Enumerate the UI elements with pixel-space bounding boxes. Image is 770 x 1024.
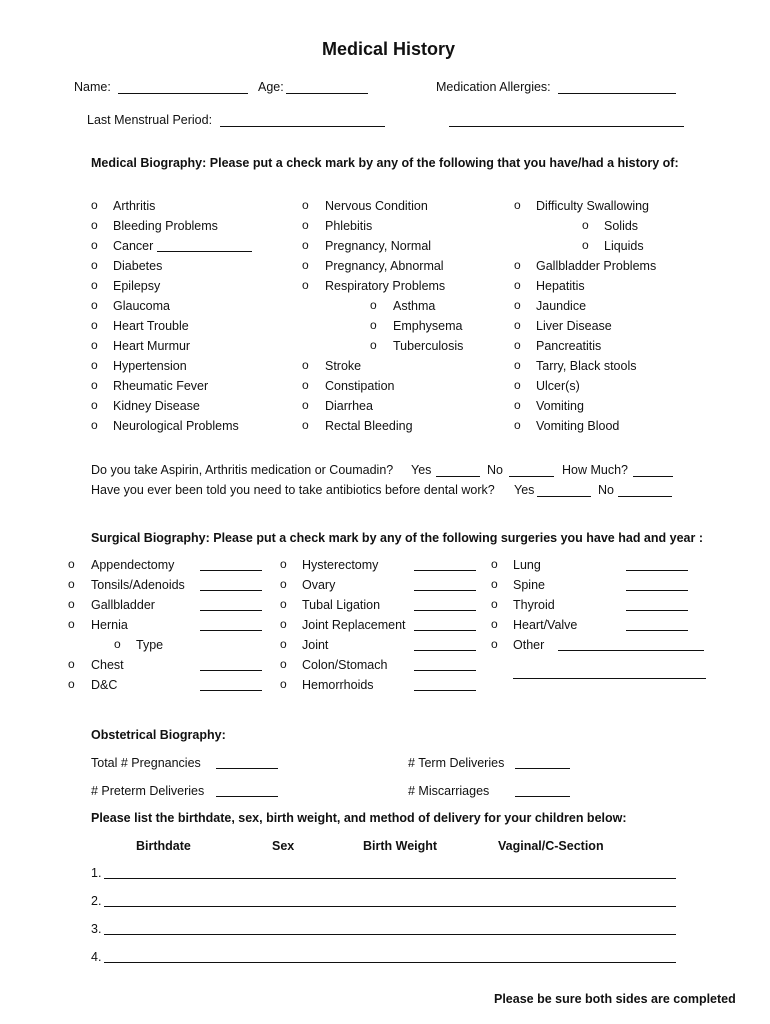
checkbox-label: Lung (513, 558, 541, 572)
checkbox-label: Appendectomy (91, 558, 175, 572)
checkbox-bullet[interactable]: o (582, 238, 589, 252)
child-row-field[interactable] (104, 906, 676, 907)
checkbox-bullet[interactable]: o (280, 617, 287, 631)
checkbox-bullet[interactable]: o (91, 338, 98, 352)
year-field-spine[interactable] (626, 590, 688, 591)
checkbox-bullet[interactable]: o (280, 557, 287, 571)
checkbox-bullet[interactable]: o (280, 637, 287, 651)
birthdate-column-header: Birthdate (136, 839, 191, 853)
checkbox-bullet[interactable]: o (302, 238, 309, 252)
checkbox-bullet[interactable]: o (514, 278, 521, 292)
checkbox-label: Pregnancy, Abnormal (325, 259, 444, 273)
checkbox-bullet[interactable]: o (514, 378, 521, 392)
checkbox-label: Hernia (91, 618, 128, 632)
checkbox-label: Cancer (113, 239, 154, 253)
checkbox-label: Other (513, 638, 545, 652)
year-field-appendectomy[interactable] (200, 570, 262, 571)
year-field-thyroid[interactable] (626, 610, 688, 611)
checkbox-bullet[interactable]: o (68, 577, 75, 591)
child-row-number: 2. (91, 894, 102, 908)
preterm-deliveries-field[interactable] (216, 796, 278, 797)
checkbox-label: Stroke (325, 359, 362, 373)
checkbox-bullet[interactable]: o (91, 298, 98, 312)
checkbox-label: Neurological Problems (113, 419, 239, 433)
year-field-hernia[interactable] (200, 630, 262, 631)
checkbox-label: Diarrhea (325, 399, 373, 413)
checkbox-bullet[interactable]: o (91, 198, 98, 212)
checkbox-bullet[interactable]: o (302, 218, 309, 232)
checkbox-bullet[interactable]: o (114, 637, 121, 651)
checkbox-bullet[interactable]: o (68, 677, 75, 691)
checkbox-label: Kidney Disease (113, 399, 200, 413)
preterm-deliveries-label: # Preterm Deliveries (91, 784, 205, 798)
checkbox-label: Difficulty Swallowing (536, 199, 650, 213)
allergies-field[interactable] (558, 93, 676, 94)
checkbox-bullet[interactable]: o (370, 298, 377, 312)
checkbox-bullet[interactable]: o (302, 198, 309, 212)
checkbox-label: Phlebitis (325, 219, 373, 233)
child-row-field[interactable] (104, 878, 676, 879)
checkbox-label: Tubal Ligation (302, 598, 381, 612)
sex-column-header: Sex (272, 839, 295, 853)
checkbox-label: Joint Replacement (302, 618, 406, 632)
year-field-hemorrhoids[interactable] (414, 690, 476, 691)
child-row-number: 4. (91, 950, 102, 964)
checkbox-label: Vomiting (536, 399, 584, 413)
allergies-label: Medication Allergies: (436, 80, 551, 94)
antibiotics-yes-field[interactable] (537, 496, 591, 497)
checkbox-label: Chest (91, 658, 124, 672)
checkbox-bullet[interactable]: o (370, 338, 377, 352)
checkbox-bullet[interactable]: o (280, 597, 287, 611)
checkbox-label: Epilepsy (113, 279, 161, 293)
checkbox-bullet[interactable]: o (514, 198, 521, 212)
total-pregnancies-field[interactable] (216, 768, 278, 769)
antibiotics-question-text: Have you ever been told you need to take antibiotics before dental work? (91, 483, 495, 497)
checkbox-label: Liquids (604, 239, 644, 253)
antibiotics-no-label: No (598, 483, 614, 497)
checkbox-label: Joint (302, 638, 329, 652)
year-field-colon-stomach[interactable] (414, 670, 476, 671)
checkbox-label: Tarry, Black stools (536, 359, 637, 373)
checkbox-label: Pregnancy, Normal (325, 239, 432, 253)
checkbox-bullet[interactable]: o (302, 278, 309, 292)
checkbox-bullet[interactable]: o (68, 657, 75, 671)
aspirin-no-label: No (487, 463, 503, 477)
checkbox-label: Pancreatitis (536, 339, 602, 353)
miscarriages-label: # Miscarriages (408, 784, 490, 798)
other-surgery-field-continued[interactable] (513, 678, 706, 679)
checkbox-bullet[interactable]: o (91, 318, 98, 332)
child-row-number: 3. (91, 922, 102, 936)
checkbox-label: Diabetes (113, 259, 163, 273)
checkbox-label: Jaundice (536, 299, 587, 313)
year-field-tubal-ligation[interactable] (414, 610, 476, 611)
checkbox-bullet[interactable]: o (514, 418, 521, 432)
medical-biography-heading: Medical Biography: Please put a check mark by any of the following that you have/had a history of: (91, 156, 679, 170)
checkbox-bullet[interactable]: o (91, 278, 98, 292)
checkbox-bullet[interactable]: o (91, 378, 98, 392)
checkbox-label: Gallbladder (91, 598, 155, 612)
checkbox-bullet[interactable]: o (514, 318, 521, 332)
year-field-lung[interactable] (626, 570, 688, 571)
checkbox-bullet[interactable]: o (514, 258, 521, 272)
checkbox-bullet[interactable]: o (280, 677, 287, 691)
antibiotics-yes-label: Yes (514, 483, 535, 497)
name-field[interactable] (118, 93, 248, 94)
checkbox-label: Rectal Bleeding (325, 419, 413, 433)
checkbox-label: Tonsils/Adenoids (91, 578, 185, 592)
checkbox-label: Hepatitis (536, 279, 585, 293)
year-field-ovary[interactable] (414, 590, 476, 591)
year-field-tonsils-adenoids[interactable] (200, 590, 262, 591)
name-label: Name: (74, 80, 111, 94)
checkbox-label: Heart Trouble (113, 319, 189, 333)
age-label: Age: (258, 80, 284, 94)
checkbox-bullet[interactable]: o (91, 418, 98, 432)
checkbox-bullet[interactable]: o (370, 318, 377, 332)
allergies-field-continued[interactable] (449, 126, 684, 127)
checkbox-bullet[interactable]: o (302, 398, 309, 412)
obstetrical-heading: Obstetrical Biography: (91, 728, 226, 742)
aspirin-question-text: Do you take Aspirin, Arthritis medication or Coumadin? (91, 463, 394, 477)
checkbox-label: Ovary (302, 578, 336, 592)
cancer-type-field[interactable] (157, 251, 252, 252)
checkbox-label: Nervous Condition (325, 199, 428, 213)
checkbox-label: Respiratory Problems (325, 279, 446, 293)
aspirin-yes-field[interactable] (436, 476, 480, 477)
child-row-field[interactable] (104, 934, 676, 935)
how-much-label: How Much? (562, 463, 628, 477)
checkbox-label: Type (136, 638, 164, 652)
checkbox-label: Gallbladder Problems (536, 259, 657, 273)
page-title: Medical History (322, 39, 456, 59)
other-surgery-field[interactable] (558, 650, 704, 651)
surgical-biography-heading: Surgical Biography: Please put a check mark by any of the following surgeries you have had and year : (91, 531, 703, 545)
checkbox-bullet[interactable]: o (582, 218, 589, 232)
birth-weight-column-header: Birth Weight (363, 839, 438, 853)
lmp-field[interactable] (220, 126, 385, 127)
aspirin-yes-label: Yes (411, 463, 432, 477)
checkbox-label: Liver Disease (536, 319, 612, 333)
antibiotics-no-field[interactable] (618, 496, 672, 497)
footer-note: Please be sure both sides are completed (494, 992, 736, 1006)
checkbox-bullet[interactable]: o (491, 617, 498, 631)
checkbox-label: Spine (513, 578, 545, 592)
checkbox-bullet[interactable]: o (514, 358, 521, 372)
lmp-label: Last Menstrual Period: (87, 113, 213, 127)
year-field-d-c[interactable] (200, 690, 262, 691)
checkbox-bullet[interactable]: o (514, 298, 521, 312)
children-heading: Please list the birthdate, sex, birth weight, and method of delivery for your children below: (91, 811, 627, 825)
checkbox-bullet[interactable]: o (514, 398, 521, 412)
term-deliveries-label: # Term Deliveries (408, 756, 505, 770)
year-field-hysterectomy[interactable] (414, 570, 476, 571)
year-field-joint-replacement[interactable] (414, 630, 476, 631)
checkbox-label: Hypertension (113, 359, 187, 373)
checkbox-label: Glaucoma (113, 299, 170, 313)
child-row-field[interactable] (104, 962, 676, 963)
checkbox-label: Arthritis (113, 199, 156, 213)
year-field-heart-valve[interactable] (626, 630, 688, 631)
checkbox-bullet[interactable]: o (68, 557, 75, 571)
miscarriages-field[interactable] (515, 796, 570, 797)
aspirin-no-field[interactable] (509, 476, 554, 477)
checkbox-label: Thyroid (513, 598, 555, 612)
checkbox-label: Tuberculosis (393, 339, 464, 353)
checkbox-label: Heart Murmur (113, 339, 191, 353)
checkbox-bullet[interactable]: o (91, 358, 98, 372)
checkbox-bullet[interactable]: o (68, 597, 75, 611)
checkbox-bullet[interactable]: o (491, 637, 498, 651)
checkbox-label: Rheumatic Fever (113, 379, 209, 393)
checkbox-label: Heart/Valve (513, 618, 578, 632)
checkbox-label: Emphysema (393, 319, 463, 333)
checkbox-bullet[interactable]: o (514, 338, 521, 352)
total-pregnancies-label: Total # Pregnancies (91, 756, 201, 770)
how-much-field[interactable] (633, 476, 673, 477)
child-row-number: 1. (91, 866, 102, 880)
checkbox-bullet[interactable]: o (491, 557, 498, 571)
checkbox-bullet[interactable]: o (91, 258, 98, 272)
checkbox-label: Solids (604, 219, 639, 233)
checkbox-label: Hysterectomy (302, 558, 379, 572)
checkbox-label: Asthma (393, 299, 436, 313)
term-deliveries-field[interactable] (515, 768, 570, 769)
checkbox-bullet[interactable]: o (491, 577, 498, 591)
checkbox-label: Vomiting Blood (536, 419, 620, 433)
checkbox-label: D&C (91, 678, 118, 692)
checkbox-label: Bleeding Problems (113, 219, 218, 233)
age-field[interactable] (286, 93, 368, 94)
checkbox-label: Ulcer(s) (536, 379, 580, 393)
checkbox-bullet[interactable]: o (491, 597, 498, 611)
checkbox-bullet[interactable]: o (91, 218, 98, 232)
checkbox-bullet[interactable]: o (302, 258, 309, 272)
checkbox-label: Colon/Stomach (302, 658, 388, 672)
checkbox-bullet[interactable]: o (91, 398, 98, 412)
delivery-method-column-header: Vaginal/C-Section (498, 839, 604, 853)
checkbox-label: Constipation (325, 379, 395, 393)
checkbox-bullet[interactable]: o (302, 358, 309, 372)
checkbox-bullet[interactable]: o (91, 238, 98, 252)
year-field-gallbladder[interactable] (200, 610, 262, 611)
year-field-joint[interactable] (414, 650, 476, 651)
checkbox-bullet[interactable]: o (68, 617, 75, 631)
checkbox-bullet[interactable]: o (302, 418, 309, 432)
checkbox-bullet[interactable]: o (280, 577, 287, 591)
checkbox-bullet[interactable]: o (302, 378, 309, 392)
year-field-chest[interactable] (200, 670, 262, 671)
checkbox-label: Hemorrhoids (302, 678, 374, 692)
checkbox-bullet[interactable]: o (280, 657, 287, 671)
